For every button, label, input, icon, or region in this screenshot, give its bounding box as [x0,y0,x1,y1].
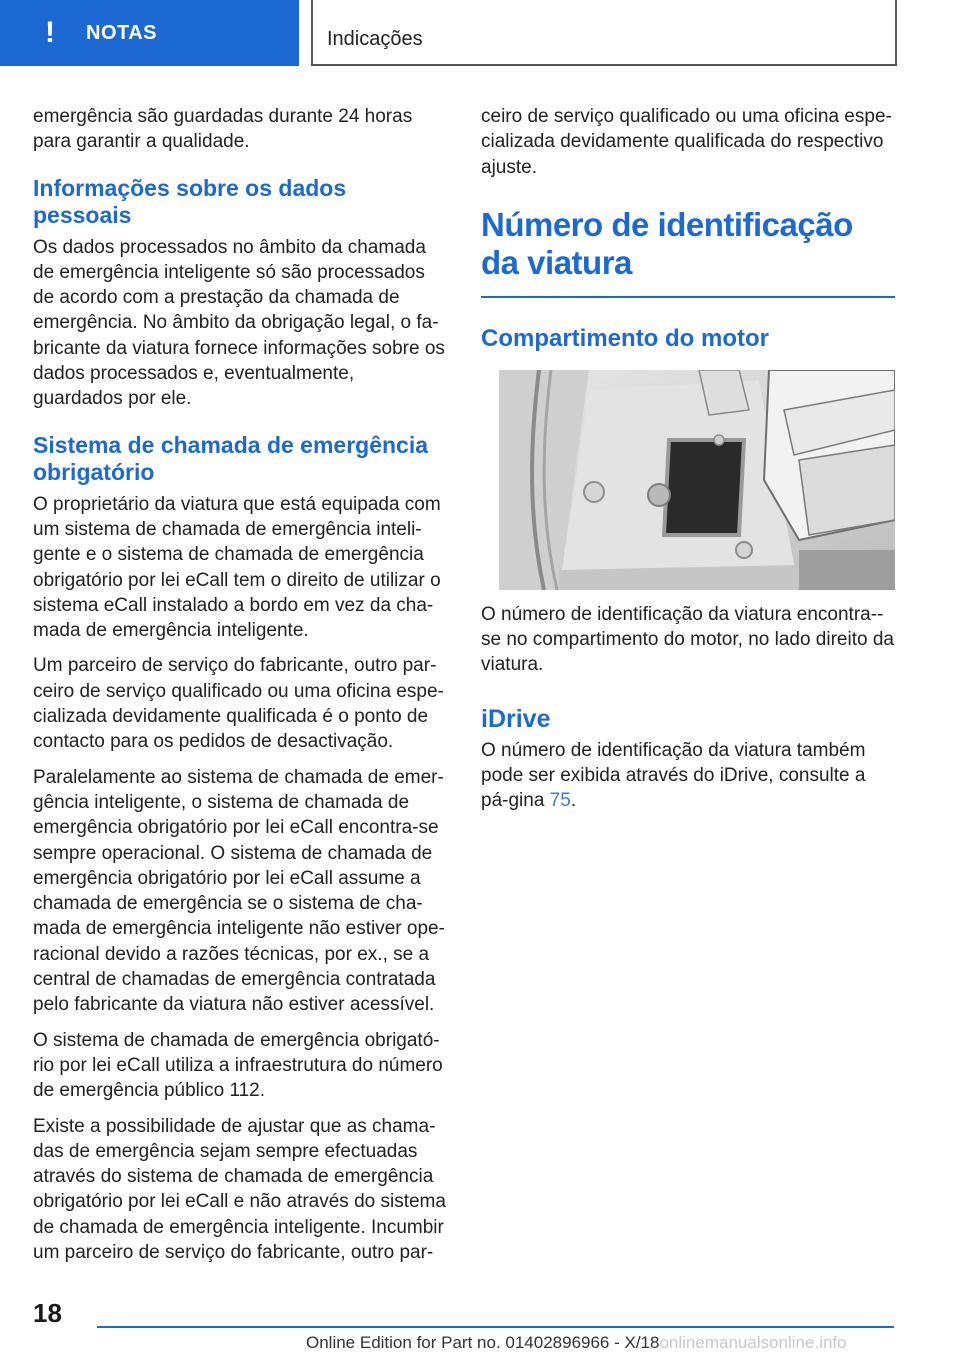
heading-idrive: iDrive [481,704,551,733]
exclamation-icon: ! [45,16,55,49]
header-section-box [311,0,897,66]
idrive-text: O número de identificação da viatura também pode ser exibida através do iDrive, consulte a pá-gina [481,739,866,812]
footer-watermark: onlinemanualsonline.info [659,1333,847,1352]
right-column [481,104,895,824]
mandatory-paragraph-3: Paralelamente ao sistema de chamada de emer-gência inteligente, o sistema de chamada de emergência obrigatório por lei eCall encontra-se sempre operacional. O sistema de chamada de emergência obrigatório por lei eCall assume a chamada de emergência se o sistema de cha-mada de emergência inteligente não estiver ope-racional devido a razões técnicas, por ex., se a central de chamadas de emergência contratada pelo fabricante da viatura não estiver acessível. [33,766,445,1016]
page-number: 18 [33,1298,62,1328]
section-divider [481,296,895,298]
page-link-75[interactable]: 75 [549,790,571,812]
idrive-paragraph [481,738,895,814]
header-tab-label: NOTAS [86,21,158,44]
header-section-title: Indicações [327,28,423,50]
left-column [33,104,448,1275]
header-tab [0,0,299,66]
mandatory-paragraph-5: Existe a possibilidade de ajustar que as chama-das de emergência sejam sempre efectuadas através do sistema de chamada de emergência obrigatório por lei eCall e não através do sistema de chamada de emergência inteligente. Incumbir um parceiro de serviço do fabricante, outro par- [33,1115,446,1263]
footer-divider [97,1326,894,1328]
footer-edition [306,1333,847,1353]
idrive-text-end: . [570,790,577,812]
heading-engine-compartment: Compartimento do motor [481,324,769,352]
heading-personal-data: Informações sobre os dados pessoais [33,174,347,228]
personal-data-paragraph: Os dados processados no âmbito da chamada de emergência inteligente só são processados de acordo com a prestação da chamada de emergência. No âmbito da obrigação legal, o fa-bricante da viatura fornece informações sobre os dados processados e, eventualmente, guardados por ele. [33,236,445,410]
continuation-paragraph: ceiro de serviço qualificado ou uma oficina espe-cializada devidamente qualificada do respectivo ajuste. [481,106,892,178]
heading-mandatory-ecall: Sistema de chamada de emergência obrigatório [33,431,429,485]
footer-edition-text: Online Edition for Part no. 01402896966 - X/18 [306,1333,660,1352]
heading-vehicle-id-number: Número de identificação da viatura [481,205,853,281]
mandatory-paragraph-4: O sistema de chamada de emergência obrigató-rio por lei eCall utiliza a infraestrutura do número de emergência público 112. [33,1029,443,1102]
engine-compartment-paragraph: O número de identificação da viatura encontra--se no compartimento do motor, no lado direito da viatura. [481,603,894,676]
engine-compartment-photo [499,370,895,590]
mandatory-paragraph-1: O proprietário da viatura que está equipada com um sistema de chamada de emergência inteli-gente e o sistema de chamada de emergência obrigatório por lei eCall tem o direito de utilizar o sistema eCall instalado a bordo em vez da cha-mada de emergência inteligente. [33,493,441,642]
mandatory-paragraph-2: Um parceiro de serviço do fabricante, outro par-ceiro de serviço qualificado ou uma oficina espe-cializada devidamente qualificada é o ponto de contacto para os pedidos de desactivação. [33,655,444,753]
intro-paragraph: emergência são guardadas durante 24 horas para garantir a qualidade. [33,106,413,153]
